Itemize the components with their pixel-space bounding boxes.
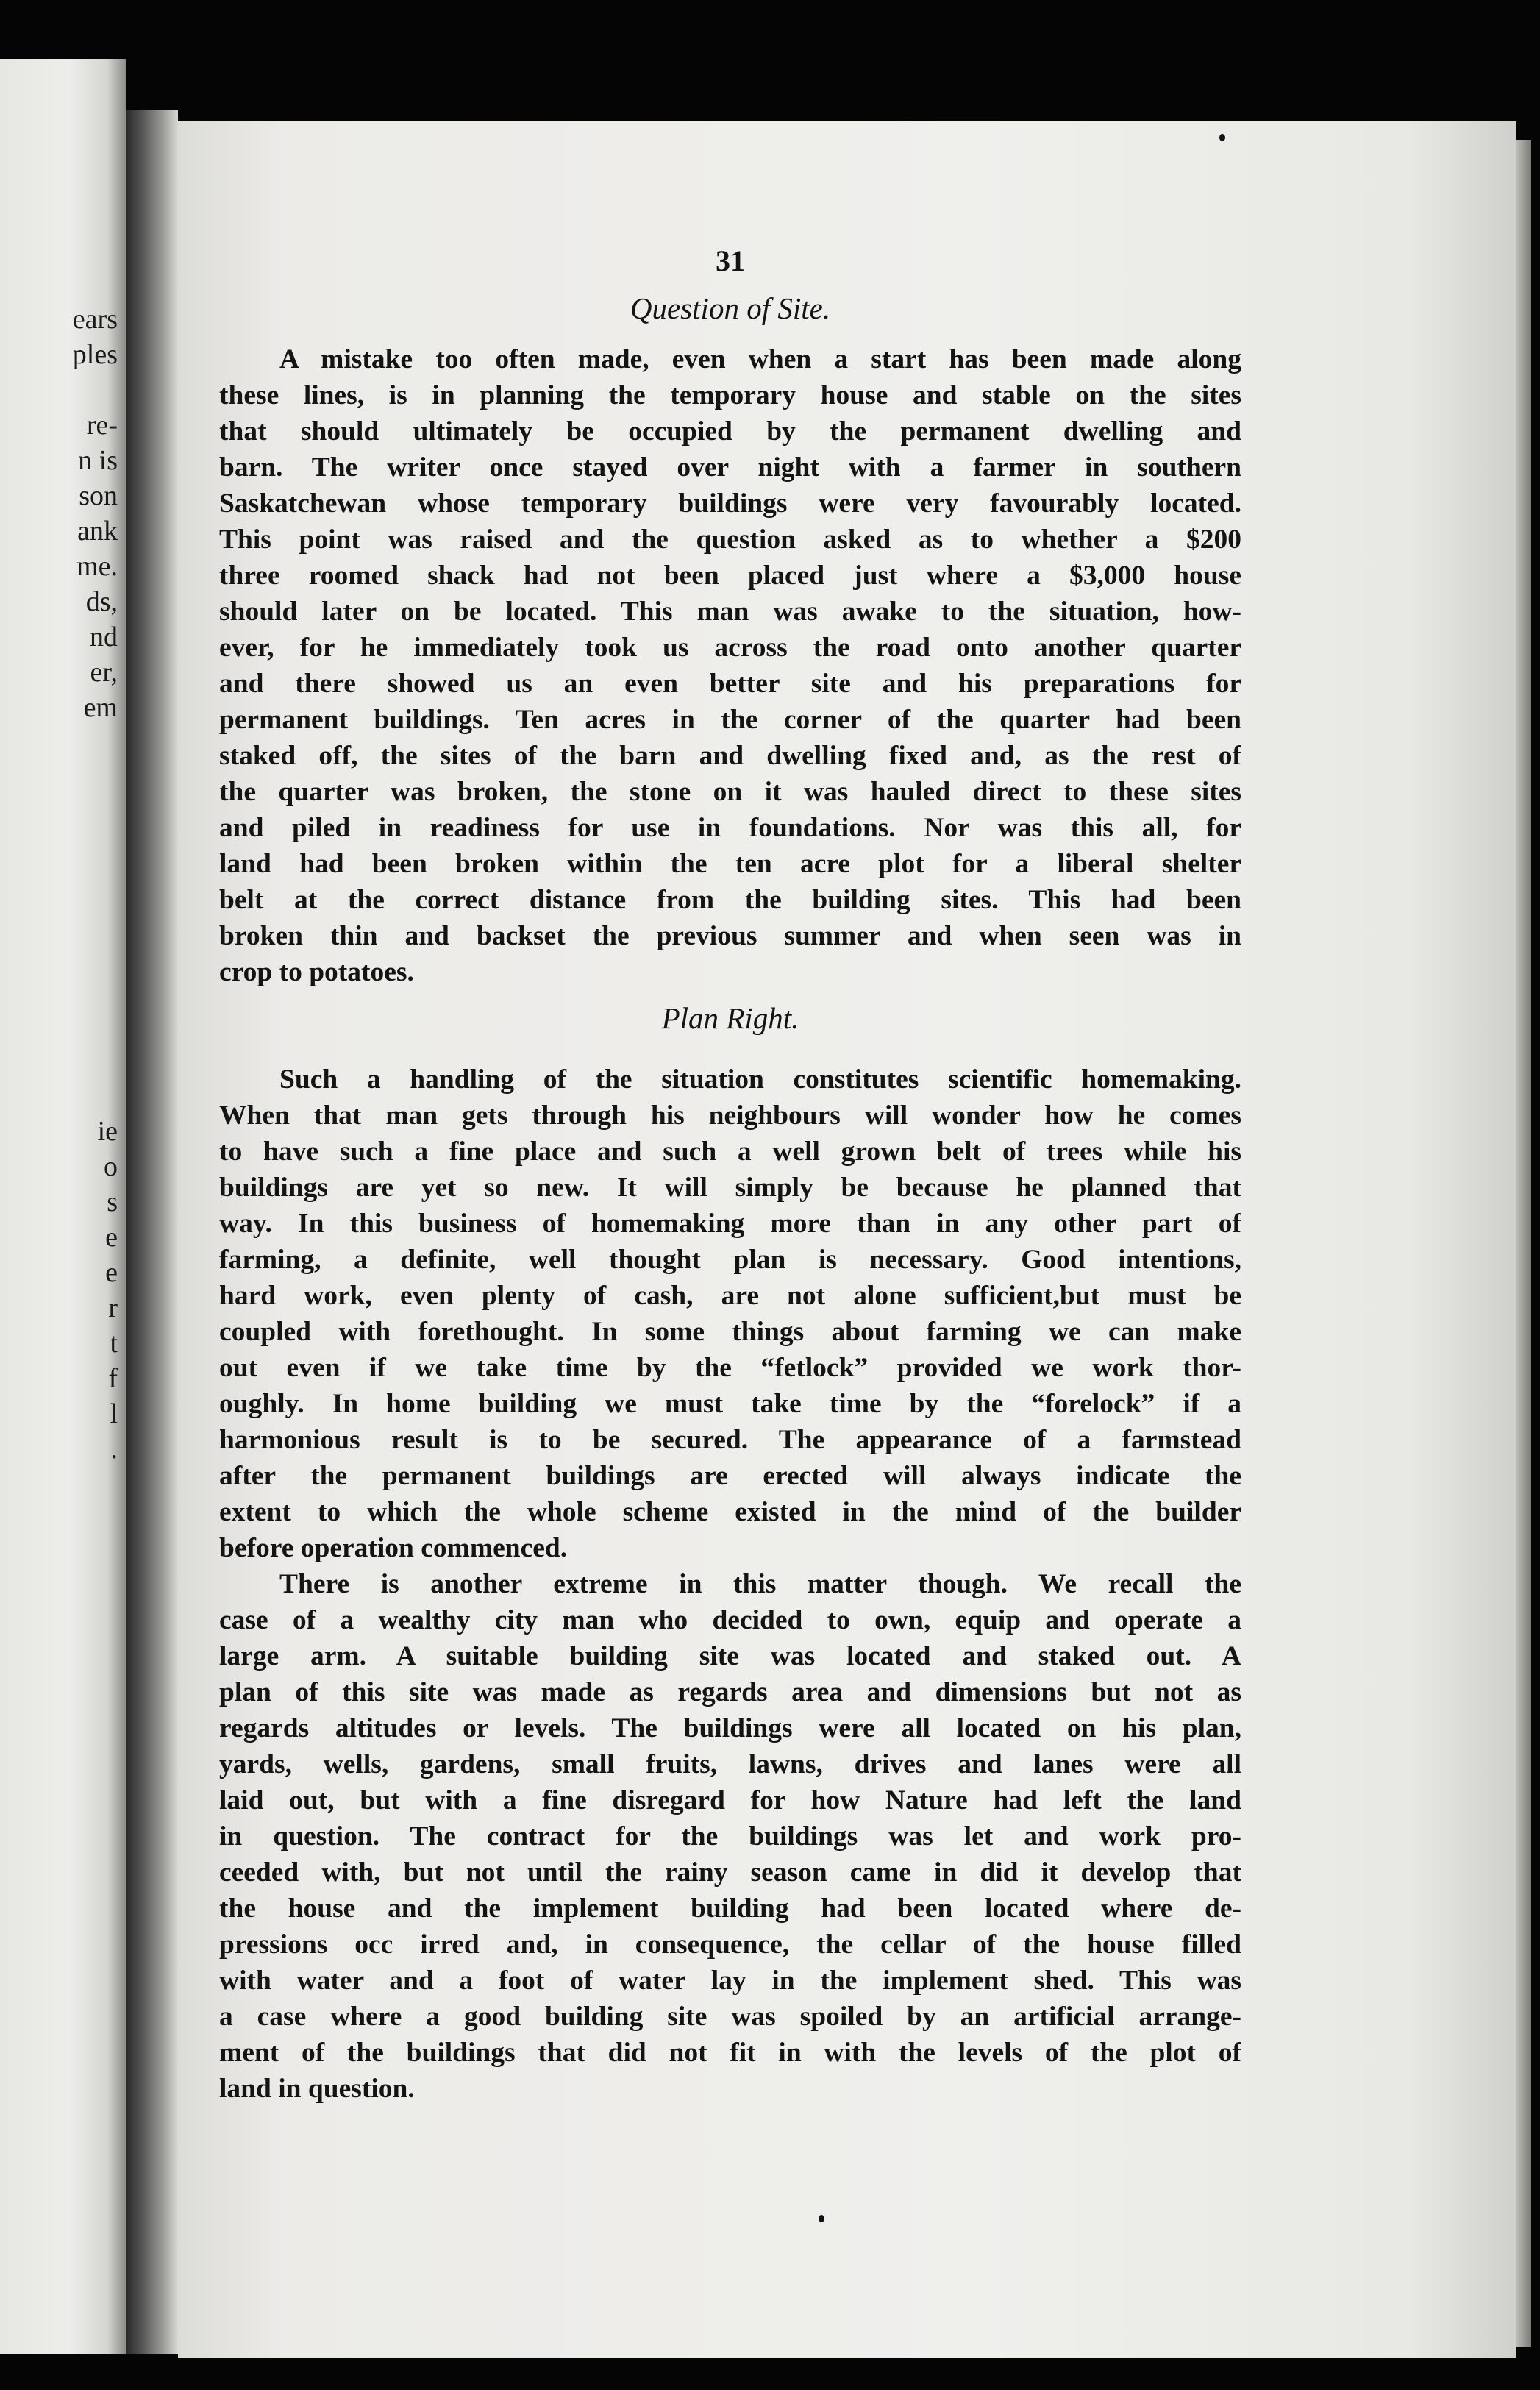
previous-page-fragment: [0, 796, 118, 831]
text-line: land had been broken within the ten acre plot for a liberal shelter: [219, 849, 1241, 879]
previous-page-fragment: me.: [76, 551, 118, 582]
text-line: before operation commenced.: [219, 1533, 568, 1563]
previous-page-fragment: l: [110, 1398, 118, 1429]
text-line: pressions occ irred and, in consequence, the cellar of the house filled: [219, 1930, 1241, 1960]
paragraph-plan-right-1: [219, 1061, 1241, 1566]
text-line: that should ultimately be occupied by the permanent dwelling and: [219, 416, 1241, 447]
text-line: in question. The contract for the buildings was let and work pro-: [219, 1821, 1241, 1852]
previous-page-fragment: [0, 972, 118, 1008]
text-line: barn. The writer once stayed over night with a farmer in southern: [219, 452, 1241, 483]
text-line: ment of the buildings that did not fit in with the levels of the plot of: [219, 2038, 1241, 2068]
previous-page-fragment: o: [104, 1151, 118, 1182]
previous-page-fragment: re-: [86, 410, 118, 441]
text-line: laid out, but with a fine disregard for how Nature had left the land: [219, 1785, 1241, 1815]
previous-page-text-fragments: [0, 302, 118, 1467]
ink-speck: [819, 2215, 824, 2222]
previous-page-fragment: [0, 867, 118, 902]
text-line: A mistake too often made, even when a start has been made along: [279, 344, 1241, 374]
text-line: yards, wells, gardens, small fruits, lawns, drives and lanes were all: [219, 1749, 1241, 1779]
previous-page-fragment: ds,: [85, 586, 118, 617]
text-line: way. In this business of homemaking more than in any other part of: [219, 1209, 1241, 1239]
text-line: these lines, is in planning the temporary house and stable on the sites: [219, 380, 1241, 410]
text-line: ever, for he immediately took us across the road onto another quarter: [219, 633, 1241, 663]
book-gutter: [126, 110, 178, 2354]
text-line: coupled with forethought. In some things about farming we can make: [219, 1317, 1241, 1347]
section-heading-question-of-site: Question of Site.: [630, 291, 831, 325]
previous-page-fragment: t: [110, 1328, 118, 1359]
text-line: buildings are yet so new. It will simply be because he planned that: [219, 1173, 1241, 1203]
previous-page-fragment: e: [105, 1222, 118, 1253]
text-line: regards altitudes or levels. The buildings were all located on his plan,: [219, 1713, 1241, 1743]
previous-page-fragment: [0, 1078, 118, 1114]
previous-page-fragment: .: [110, 1434, 118, 1465]
text-line: out even if we take time by the “fetlock” provided we work thor-: [219, 1353, 1241, 1383]
paragraph-plan-right-2: [219, 1566, 1241, 2107]
text-line: farming, a definite, well thought plan is necessary. Good intentions,: [219, 1245, 1241, 1275]
previous-page-fragment: [0, 831, 118, 867]
previous-page-fragment: r: [108, 1292, 118, 1323]
text-line: to have such a fine place and such a well grown belt of trees while his: [219, 1137, 1241, 1167]
text-line: crop to potatoes.: [219, 957, 414, 987]
previous-page-fragment: [0, 1008, 118, 1043]
text-line: hard work, even plenty of cash, are not alone sufficient,but must be: [219, 1281, 1241, 1311]
previous-page-fragment: em: [83, 692, 118, 723]
text-line: permanent buildings. Ten acres in the corner of the quarter had been: [219, 705, 1241, 735]
previous-page-edge: [0, 59, 126, 2354]
text-line: and piled in readiness for use in foundations. Nor was this all, for: [219, 813, 1241, 843]
text-line: broken thin and backset the previous summer and when seen was in: [219, 921, 1241, 951]
text-line: harmonious result is to be secured. The appearance of a farmstead: [219, 1425, 1241, 1455]
previous-page-fragment: ples: [72, 339, 118, 370]
ink-speck: [1219, 134, 1225, 141]
text-line: ceeded with, but not until the rainy season came in did it develop that: [219, 1857, 1241, 1888]
previous-page-fragment: [0, 937, 118, 972]
page-stack-edge: [1516, 140, 1531, 2347]
previous-page-fragment: ank: [77, 516, 118, 547]
previous-page-fragment: [0, 1043, 118, 1078]
text-line: Saskatchewan whose temporary buildings were very favourably located.: [219, 488, 1241, 519]
paragraph-question-of-site: [219, 341, 1241, 990]
text-line: large arm. A suitable building site was located and staked out. A: [219, 1641, 1241, 1671]
text-line: and there showed us an even better site and his preparations for: [219, 669, 1241, 699]
previous-page-fragment: f: [108, 1363, 118, 1394]
text-line: staked off, the sites of the barn and dwelling fixed and, as the rest of: [219, 741, 1241, 771]
text-line: with water and a foot of water lay in the implement shed. This was: [219, 1966, 1241, 1996]
text-line: the quarter was broken, the stone on it was hauled direct to these sites: [219, 777, 1241, 807]
text-line: Such a handling of the situation constitutes scientific homemaking.: [279, 1064, 1241, 1095]
text-line: case of a wealthy city man who decided to own, equip and operate a: [219, 1605, 1241, 1635]
previous-page-fragment: [0, 902, 118, 937]
text-line: belt at the correct distance from the building sites. This had been: [219, 885, 1241, 915]
previous-page-fragment: [0, 761, 118, 796]
text-line: the house and the implement building had been located where de-: [219, 1893, 1241, 1924]
previous-page-fragment: [0, 725, 118, 761]
text-line: three roomed shack had not been placed just where a $3,000 house: [219, 561, 1241, 591]
previous-page-fragment: ears: [72, 304, 118, 335]
text-line: oughly. In home building we must take time by the “forelock” if a: [219, 1389, 1241, 1419]
text-line: should later on be located. This man was awake to the situation, how-: [219, 597, 1241, 627]
page-content: [219, 243, 1241, 2107]
text-line: after the permanent buildings are erected will always indicate the: [219, 1461, 1241, 1491]
previous-page-fragment: ie: [97, 1116, 118, 1147]
text-line: extent to which the whole scheme existed in the mind of the builder: [219, 1497, 1241, 1527]
page-number: 31: [716, 244, 745, 277]
previous-page-fragment: s: [107, 1187, 118, 1217]
previous-page-fragment: n is: [78, 445, 118, 476]
text-line: a case where a good building site was spoiled by an artificial arrange-: [219, 2002, 1241, 2032]
previous-page-fragment: son: [79, 480, 118, 511]
previous-page-fragment: [0, 372, 118, 408]
section-heading-plan-right: Plan Right.: [661, 1001, 799, 1035]
text-line: plan of this site was made as regards area and dimensions but not as: [219, 1677, 1241, 1707]
previous-page-fragment: er,: [90, 657, 118, 688]
text-line: There is another extreme in this matter though. We recall the: [279, 1569, 1241, 1599]
text-line: When that man gets through his neighbours will wonder how he comes: [219, 1100, 1241, 1131]
previous-page-fragment: e: [105, 1257, 118, 1288]
text-line: This point was raised and the question asked as to whether a $200: [219, 524, 1241, 555]
text-line: land in question.: [219, 2074, 415, 2104]
previous-page-fragment: nd: [90, 622, 118, 652]
